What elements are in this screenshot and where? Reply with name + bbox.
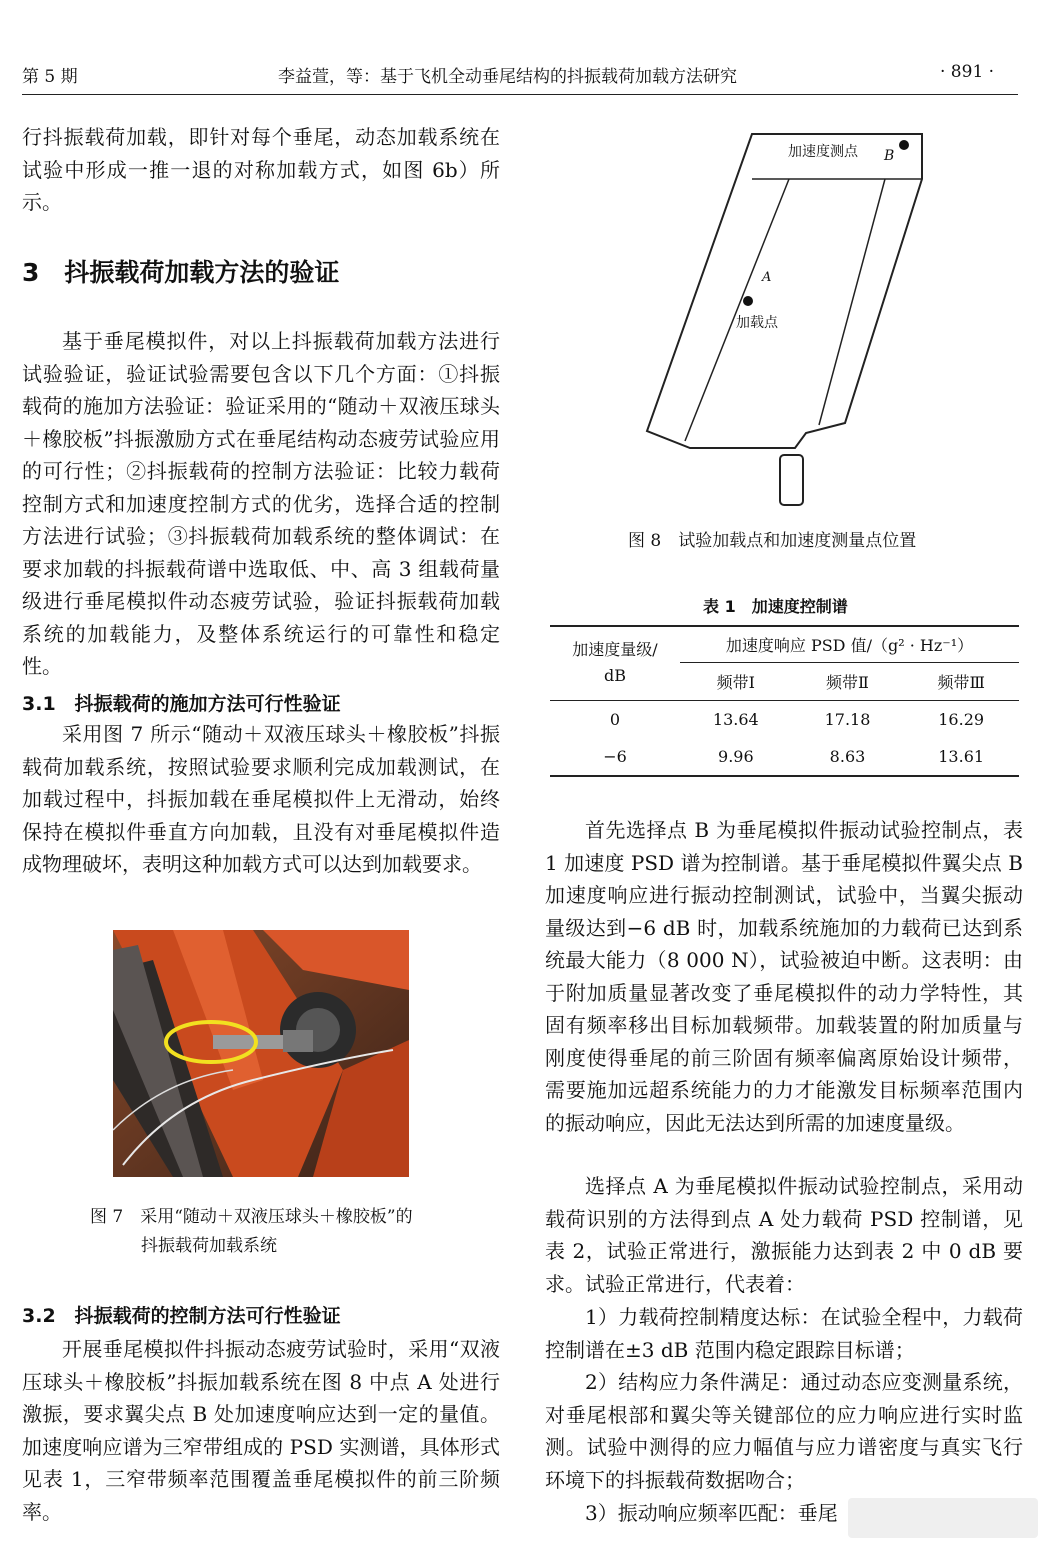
table-row [550,700,1019,738]
header-rule [22,94,1018,95]
right-paragraph-2: 选择点 A 为垂尾模拟件振动试验控制点，采用动载荷识别的方法得到点 A 处力载荷 PSD 控制谱，见表 2，试验正常进行，激振能力达到表 2 中 0 dB 要求。试验正常进行，代表着： [545,1174,1023,1296]
value-cell: 13.64 [712,709,759,729]
right-paragraph-4: 2）结构应力条件满足：通过动态应变测量系统，对垂尾根部和翼尖等关键部位的应力响应进行实时监测。试验中测得的应力幅值与应力谱密度与真实飞行环境下的抖振载荷数据吻合； [545,1370,1023,1492]
right-paragraph-5: 3）振动响应频率匹配：垂尾 [585,1501,838,1525]
figure-8-caption: 图 8 试验加载点和加速度测量点位置 [628,531,917,551]
page-number: · 891 · [940,62,995,82]
point-a-label: A [762,270,772,285]
figure-7-caption-line-2: 抖振载荷加载系统 [141,1236,277,1256]
level-cell: 0 [609,709,621,729]
figure-8-diagram [640,125,940,515]
acceleration-control-table [550,625,1019,777]
load-point-label: 加载点 [736,315,778,331]
accel-measure-label: 加速度测点 [788,144,858,160]
figure-7-caption-line-1: 图 7 采用“随动＋双液压球头＋橡胶板”的 [90,1207,413,1227]
level-header: 加速度量级/ dB [550,626,680,700]
figure-7-photo [113,930,409,1177]
table-1-title: 表 1 加速度控制谱 [703,597,848,616]
section-3-2-heading: 3.2 抖振载荷的控制方法可行性验证 [22,1305,341,1327]
value-cell: 13.61 [903,738,1019,776]
point-a-marker [743,296,753,306]
value-cell: 8.63 [792,738,904,776]
point-b-label: B [884,148,895,164]
intro-paragraph: 行抖振载荷加载，即针对每个垂尾，动态加载系统在试验中形成一推一退的对称加载方式，如图 6b）所示。 [22,125,500,214]
section-3-1-paragraph: 采用图 7 所示“随动＋双液压球头＋橡胶板”抖振载荷加载系统，按照试验要求顺利完成加载测试，在加载过程中，抖振加载在垂尾模拟件上无滑动，始终保持在模拟件垂直方向加载，且没有对垂尾模拟件造成物理破坏，表明这种加载方式可以达到加载要求。 [22,722,500,876]
section-3-1-heading: 3.1 抖振载荷的施加方法可行性验证 [22,693,341,715]
value-cell: 17.18 [824,709,871,729]
right-paragraph-1: 首先选择点 B 为垂尾模拟件振动试验控制点，表 1 加速度 PSD 谱为控制谱。基于垂尾模拟件翼尖点 B 加速度响应进行振动控制测试，试验中，当翼尖振动量级达到−6 dB 时，加载系统施加的力载荷已达到系统最大能力（8 000 N），试验被迫中断。这表明：由于附加质量显著改变了垂尾模拟件的动力学特性，其固有频率移出目标加载频带。加载装置的附加质量与刚度使得垂尾的前三阶固有频率偏离原始设计频带，需要施加远超系统能力的力才能激发目标频率范围内的振动响应，因此无法达到所需的加速度量级。 [545,818,1023,1135]
table-row [550,738,1019,776]
band-2-header: 频带Ⅱ [792,662,904,700]
band-1-header: 频带Ⅰ [680,662,792,700]
running-title: 李益萱，等：基于飞机全动垂尾结构的抖振载荷加载方法研究 [278,67,737,87]
psd-header: 加速度响应 PSD 值/（g² · Hz⁻¹） [680,626,1019,662]
journal-issue: 第 5 期 [22,67,78,87]
watermark-overlay [848,1498,1038,1538]
section-3-paragraph: 基于垂尾模拟件，对以上抖振载荷加载方法进行试验验证，验证试验需要包含以下几个方面：①抖振载荷的施加方法验证：验证采用的“随动＋双液压球头＋橡胶板”抖振激励方式在垂尾结构动态疲劳试验应用的可行性；②抖振载荷的控制方法验证：比较力载荷控制方式和加速度控制方式的优劣，选择合适的控制方法进行试验；③抖振载荷加载系统的整体调试：在要求加载的抖振载荷谱中选取低、中、高 3 组载荷量级进行垂尾模拟件动态疲劳试验，验证抖振载荷加载系统的加载能力，及整体系统运行的可靠性和稳定性。 [22,329,500,678]
right-paragraph-3: 1）力载荷控制精度达标：在试验全程中，力载荷控制谱在±3 dB 范围内稳定跟踪目标谱； [545,1305,1023,1362]
point-b-marker [899,140,909,150]
level-cell: −6 [550,738,680,776]
value-cell: 9.96 [680,738,792,776]
band-3-header: 频带Ⅲ [903,662,1019,700]
loading-system-photo [113,930,409,1177]
section-3-2-paragraph: 开展垂尾模拟件抖振动态疲劳试验时，采用“双液压球头＋橡胶板”抖振加载系统在图 8 中点 A 处进行激振，要求翼尖点 B 处加速度响应达到一定的量值。加速度响应谱为三窄带组成的 PSD 实测谱，具体形式见表 1，三窄带频率范围覆盖垂尾模拟件的前三阶频率。 [22,1337,500,1524]
value-cell: 16.29 [938,709,985,729]
section-3-heading: 3 抖振载荷加载方法的验证 [22,258,340,287]
